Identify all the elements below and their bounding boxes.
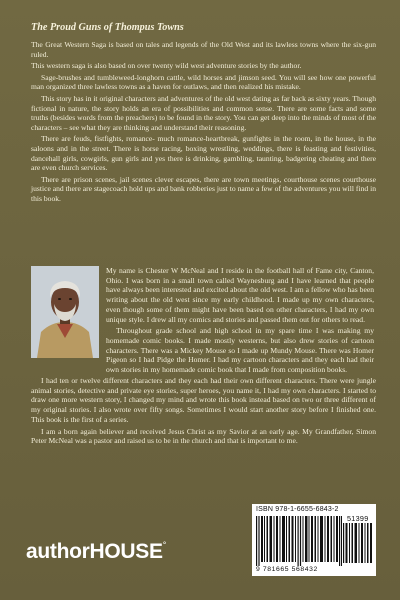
synopsis-paragraph: There are feuds, fistfights, romance- much romance-heartbreak, gunfights in the room, in the house, in the saloons and in the street. There is horse racing, boxing wrestling, weddings, there is feasting and festivities, dancehall girls, cowgirls, gun girls and yes there is drinking, gambling, taunting, badgering cheating and there are even church services. [31,134,376,173]
bio-paragraph: I am a born again believer and received Jesus Christ as my Savior at an early age. My Grandfather, Simon Peter McNeal was a pastor and raised us to be in the church and that is important to me. [31,426,376,446]
price-code: 51399 [347,514,369,523]
publisher-logo-part1: author [26,540,90,563]
author-portrait-image [31,266,99,358]
publisher-logo-part2: HOUSE [89,540,163,563]
synopsis-paragraph: There are prison scenes, jail scenes clever escapes, there are town meetings, courthouse scenes courthouse justice and there are stagecoach hold ups and bank robberies just to name a few of the adventures you will find in this book. [31,174,376,203]
synopsis-paragraph: This western saga is also based on over twenty wild west adventure stories by the author. [31,61,302,71]
synopsis-paragraph: This story has in it original characters and adventures of the old west dating as far back as sixty years. Though fictional in nature, the story holds an era of possibilities and common sense. There are some facts and some truths (besides words from the preachers) to be found in the story. You can get deep into the minds of most of the characters – see what they are thinking and understand their reasoning. [31,93,376,132]
synopsis-paragraph: The Great Western Saga is based on tales and legends of the Old West and its lawless towns where the six-gun ruled. [31,40,376,59]
bio-paragraph: Throughout grade school and high school in my spare time I was making my homemade comic books. I made mostly westerns, but also drew stories of cartoon characters. There was a Mickey Mouse so I made up Mundy Mouse. There was Homer Pigeon so I had Pidge the Homer. I had my cartoon characters and they each had their own stories in my homemade comic book that I made from composition books. [106,326,374,375]
author-photo [31,266,99,358]
author-bio-top [106,266,374,377]
addon-barcode-bars [343,523,373,563]
ean-barcode-bars [256,516,342,566]
synopsis-block [31,40,376,206]
book-title: The Proud Guns of Thompus Towns [31,22,184,33]
publisher-logo [26,540,166,564]
bio-paragraph: My name is Chester W McNeal and I reside in the football hall of Fame city, Canton, Ohio. I was born in a small town called Waynesburg and I have learned that people have always been interested and excited about the old west. I am a fellow who has been writing about the old west since my early childhood. I made up my own characters, even though some of them might have been based on other characters, I had my own unique style. I drew all my comics and stories and passed them out for others to read. [106,266,374,324]
isbn-text: ISBN 978-1-6655-6843-2 [256,506,339,513]
bio-paragraph: I had ten or twelve different characters and they each had their own different characters. There were jungle animal stories, detective and private eye stories, super heroes, you name it, I had my own characters. I started to draw one more western story, I changed my mind and wrote this book instead based on two or three different of my original stories. I also wrote over fifty songs. Sometimes I would start another story before I finished one. This book is the first of a series. [31,376,376,424]
publisher-logo-mark: ° [162,540,167,550]
synopsis-paragraph: Sage-brushes and tumbleweed-longhorn cattle, wild horses and jimson seed. You will see how one powerful man organized three lawless towns as a haven for outlaws, and then realized his mistake. [31,72,376,92]
barcode-number: 9 781665 568432 [256,566,318,573]
author-bio-bottom [31,376,376,448]
isbn-barcode [252,504,376,576]
